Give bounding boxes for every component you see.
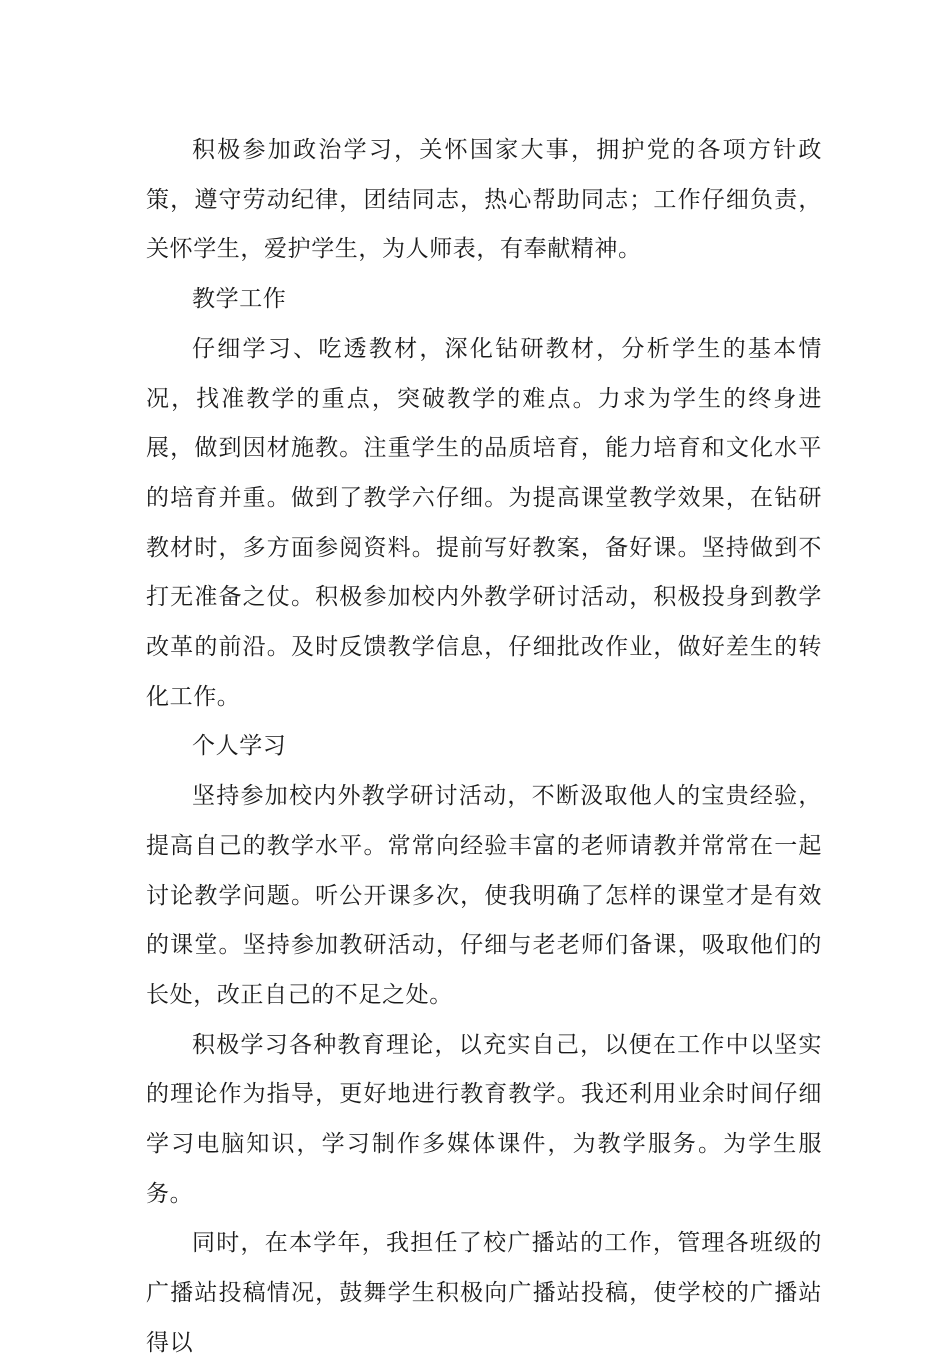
section-heading-personal-study: 个人学习 bbox=[192, 733, 287, 760]
paragraph-political-study: 积极参加政治学习，关怀国家大事，拥护党的各项方针政策，遵守劳动纪律，团结同志，热心帮助同志；工作仔细负责，关怀学生，爱护学生，为人师表，有奉献精神。 bbox=[146, 137, 822, 263]
document-body bbox=[146, 126, 822, 1369]
paragraph-teaching-work: 仔细学习、吃透教材，深化钻研教材，分析学生的基本情况，找准教学的重点，突破教学的难点。力求为学生的终身进展，做到因材施教。注重学生的品质培育，能力培育和文化水平的培育并重。做到了教学六仔细。为提高课堂教学效果，在钻研教材时，多方面参阅资料。提前写好教案，备好课。坚持做到不打无准备之仗。积极参加校内外教学研讨活动，积极投身到教学改革的前沿。及时反馈教学信息，仔细批改作业，做好差生的转化工作。 bbox=[146, 335, 822, 710]
section-heading-teaching-work: 教学工作 bbox=[192, 286, 287, 313]
paragraph-research-activities: 坚持参加校内外教学研讨活动，不断汲取他人的宝贵经验，提高自己的教学水平。常常向经验丰富的老师请教并常常在一起讨论教学问题。听公开课多次，使我明确了怎样的课堂才是有效的课堂。坚持参加教研活动，仔细与老老师们备课，吸取他们的长处，改正自己的不足之处。 bbox=[146, 783, 822, 1008]
paragraph-broadcast-station: 同时，在本学年，我担任了校广播站的工作，管理各班级的广播站投稿情况，鼓舞学生积极向广播站投稿，使学校的广播站得以 bbox=[146, 1230, 822, 1356]
paragraph-education-theory: 积极学习各种教育理论，以充实自己，以便在工作中以坚实的理论作为指导，更好地进行教育教学。我还利用业余时间仔细学习电脑知识，学习制作多媒体课件，为教学服务。为学生服务。 bbox=[146, 1031, 822, 1207]
